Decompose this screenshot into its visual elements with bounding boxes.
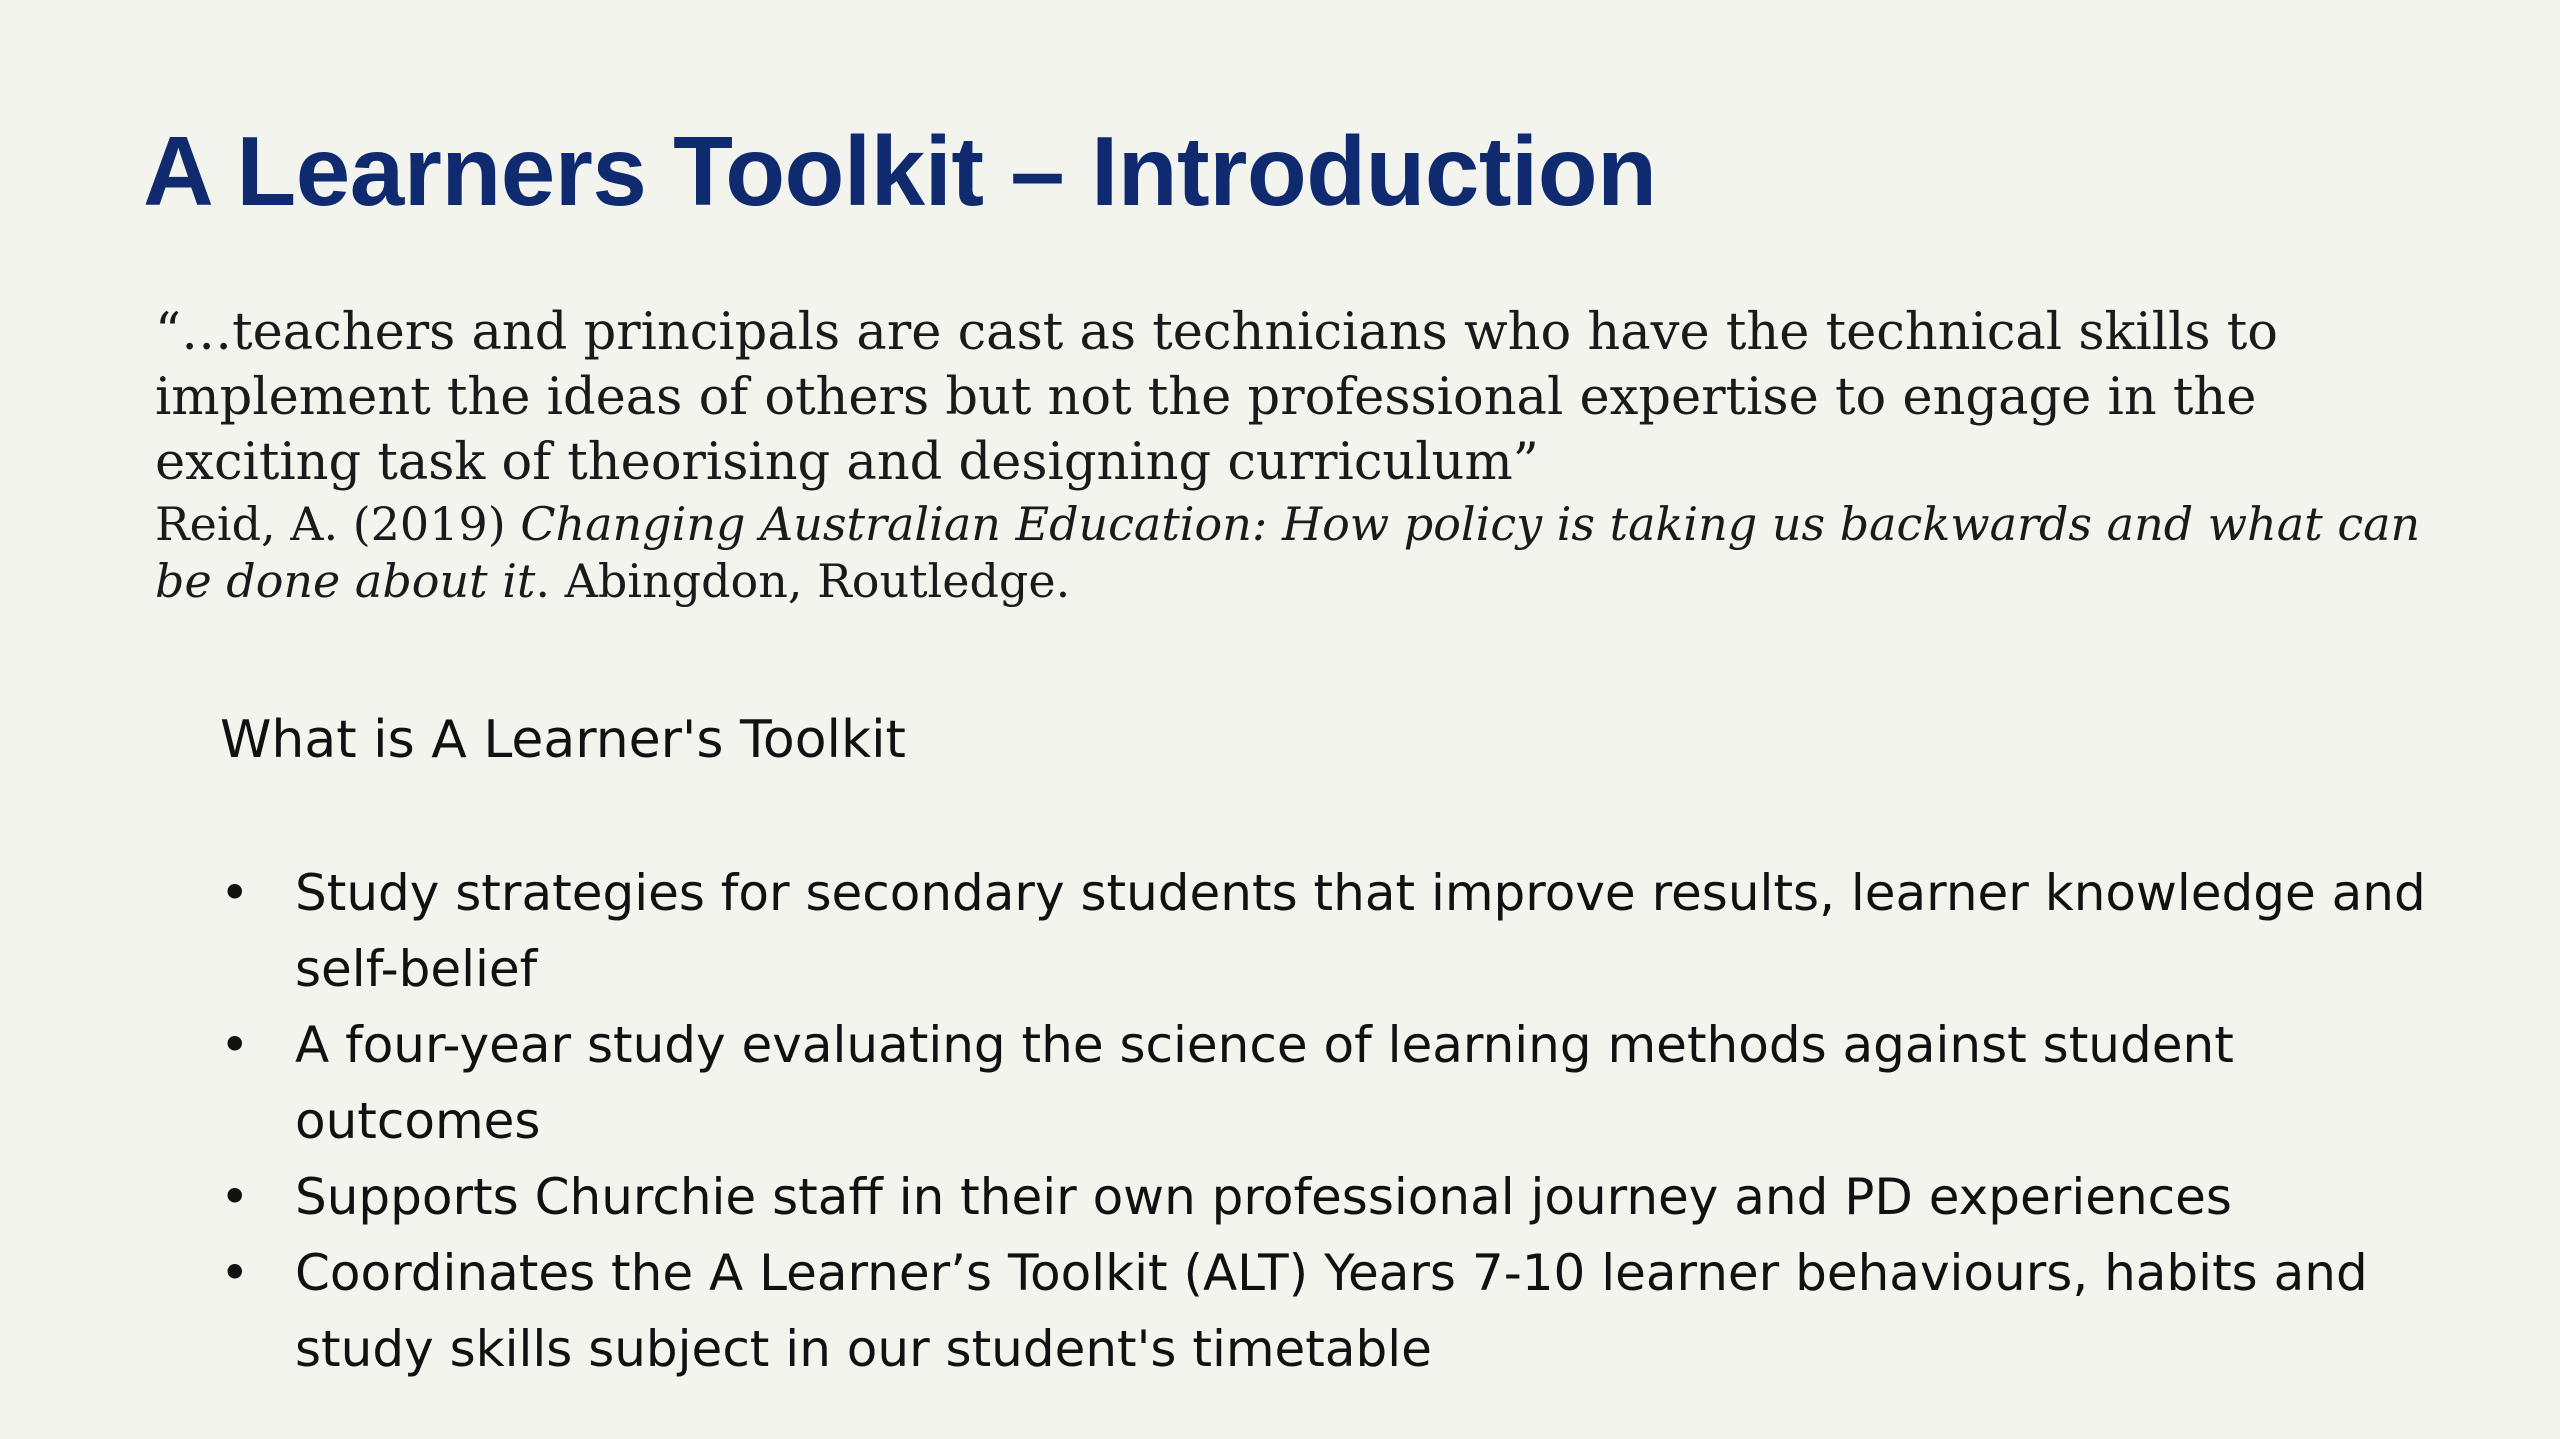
- bullet-item: [220, 1159, 2460, 1235]
- section-subheading: What is A Learner's Toolkit: [220, 710, 906, 770]
- bullet-text: Supports Churchie staff in their own professional journey and PD experiences: [295, 1168, 2232, 1226]
- bullet-dot-icon: •: [220, 864, 250, 922]
- citation-book-title: Changing Australian Education: How policy is taking us backwards and what can be done about it: [155, 497, 2421, 608]
- bullet-dot-icon: •: [220, 1016, 250, 1074]
- bullet-item: [220, 1235, 2460, 1387]
- citation-publisher: . Abingdon, Routledge.: [535, 554, 1071, 608]
- bullet-dot-icon: •: [220, 1244, 250, 1302]
- citation-author-year: Reid, A. (2019): [155, 497, 521, 551]
- bullet-text: Study strategies for secondary students that improve results, learner knowledge and self-belief: [295, 864, 2426, 998]
- bullet-item: [220, 855, 2460, 1007]
- bullet-dot-icon: •: [220, 1168, 250, 1226]
- slide-title: A Learners Toolkit – Introduction: [143, 116, 1657, 226]
- bullet-list: [220, 855, 2460, 1387]
- bullet-text: Coordinates the A Learner’s Toolkit (ALT) Years 7-10 learner behaviours, habits and study skills subject in our student's timetable: [295, 1244, 2368, 1378]
- quote-text: “…teachers and principals are cast as technicians who have the technical skills to implement the ideas of others but not the professional expertise to engage in the exciting task of theorising and designing curriculum”: [155, 303, 2278, 492]
- bullet-text: A four-year study evaluating the science of learning methods against student outcomes: [295, 1016, 2234, 1150]
- bullet-item: [220, 1007, 2460, 1159]
- citation: [155, 496, 2475, 610]
